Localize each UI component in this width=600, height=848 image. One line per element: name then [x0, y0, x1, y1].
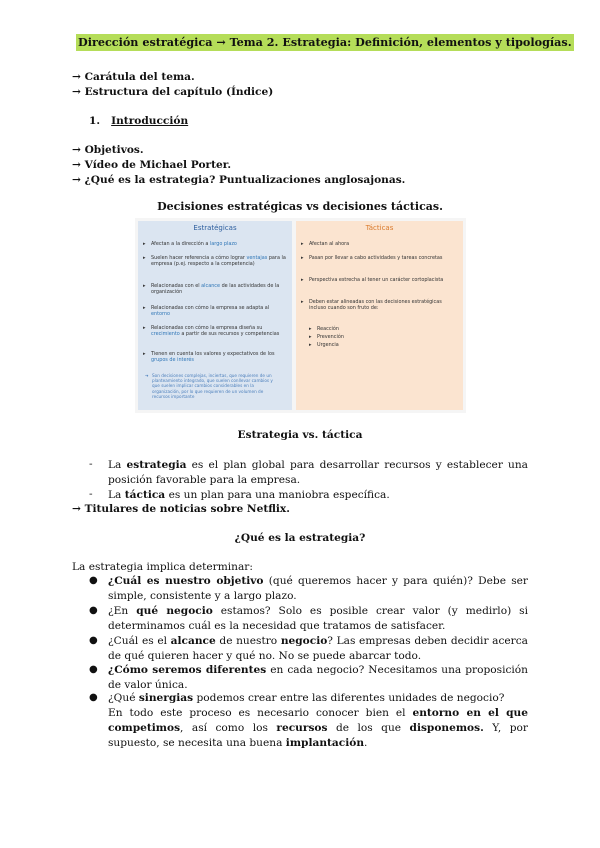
tactical-column	[296, 221, 463, 410]
strategy-intro: La estrategia implica determinar:	[72, 561, 253, 573]
tactical-item: ▸ Deben estar alineadas con las decisiones estratégicas incluso cuando son fruto de:	[302, 299, 457, 311]
decisions-figure	[135, 218, 466, 413]
bullet-dot: ●	[89, 575, 98, 586]
question-alcance: ¿Cuál es el alcance de nuestro negocio? Las empresas deben decidir acerca de qué quieren hacer y qué no. No se puede abarcar todo.	[108, 635, 528, 662]
tactical-heading: Tácticas	[365, 224, 394, 232]
question-objetivo: ¿Cuál es nuestro objetivo (qué queremos hacer y para quién)? Debe ser simple, consistente y a largo plazo.	[108, 575, 529, 602]
figure-title: Decisiones estratégicas vs decisiones tácticas.	[157, 200, 443, 213]
question-diferentes: ¿Cómo seremos diferentes en cada negocio? Necesitamos una proposición de valor única.	[108, 664, 528, 691]
estrategia-definition: La estrategia es el plan global para desarrollar recursos y establecer una posición favorable para la empresa.	[108, 459, 528, 486]
strategic-item: ▸ Relacionadas con el alcance de las actividades de la organización	[144, 283, 286, 295]
arrow-icon: ➔	[145, 373, 149, 378]
strategic-item: ▸ Tienen en cuenta los valores y expectativos de los grupos de interés	[144, 351, 286, 363]
tactical-item: ▸ Pasan por llevar a cabo actividades y tareas concretas	[302, 255, 457, 261]
bullet-dot: ●	[89, 635, 98, 646]
strategic-item: ▸ Relacionadas con cómo la empresa diseña su crecimiento a partir de sus recursos y competencias	[144, 325, 286, 337]
dash-marker: -	[89, 488, 93, 500]
outline-caratula: → Carátula del tema.	[72, 71, 195, 83]
tactical-subitem: ▸ Reacción	[310, 326, 339, 332]
tactica-definition: La táctica es un plan para una maniobra específica.	[108, 489, 390, 501]
question-sinergias: ¿Qué sinergias podemos crear entre las diferentes unidades de negocio?	[108, 692, 505, 704]
question-negocio: ¿En qué negocio estamos? Solo es posible crear valor (y medirlo) si determinamos cuál es la necesidad que tratamos de satisfacer.	[108, 605, 528, 632]
strategic-item: ▸ Suelen hacer referencia a cómo lograr ventajas para la empresa (p.ej. respecto a la competencia)	[144, 255, 286, 267]
page-title: Dirección estratégica → Tema 2. Estrategia: Definición, elementos y tipologías.	[78, 35, 572, 49]
tactical-item: ▸ Afectan al ahora	[302, 241, 457, 247]
bullet-dot: ●	[89, 605, 98, 616]
bullet-dot: ●	[89, 664, 98, 675]
outline-video: → Vídeo de Michael Porter.	[72, 159, 232, 171]
intro-label: Introducción	[111, 115, 189, 127]
section-heading-que-es: ¿Qué es la estrategia?	[234, 532, 366, 544]
intro-heading	[89, 115, 188, 127]
outline-que-es: → ¿Qué es la estrategia? Puntualizaciones anglosajonas.	[72, 174, 406, 186]
strategic-note: ➔ Son decisiones complejas, inciertas, que requieren de un planteamiento integrado, que suelen conllevar cambios y que suelen implicar cambios considerables en la organización, por lo que requieren de un volumen de recursos importante	[145, 373, 273, 399]
tactical-item: ▸ Perspectiva estrecha al tener un carácter cortoplacista	[302, 277, 457, 283]
outline-estructura: → Estructura del capítulo (Índice)	[72, 86, 274, 98]
tactical-subitem: ▸ Prevención	[310, 334, 344, 340]
intro-number: 1.	[89, 115, 101, 127]
outline-objetivos: → Objetivos.	[72, 144, 144, 156]
bullet-dot: ●	[89, 692, 98, 703]
dash-marker: -	[89, 458, 93, 470]
strategic-heading: Estratégicas	[193, 224, 237, 232]
section-heading-estrategia-tactica: Estrategia vs. táctica	[237, 429, 363, 441]
strategic-item: ▸ Afectan a la dirección a largo plazo	[144, 241, 286, 247]
tactical-subitem: ▸ Urgencia	[310, 342, 339, 348]
closing-paragraph: En todo este proceso es necesario conocer bien el entorno en el que competimos, así como los recursos de los que disponemos. Y, por supuesto, se necesita una buena implantación.	[108, 707, 529, 749]
strategic-column	[138, 221, 292, 410]
outline-netflix: → Titulares de noticias sobre Netflix.	[72, 503, 290, 515]
strategic-item: ▸ Relacionadas con cómo la empresa se adapta al entorno	[144, 305, 286, 317]
